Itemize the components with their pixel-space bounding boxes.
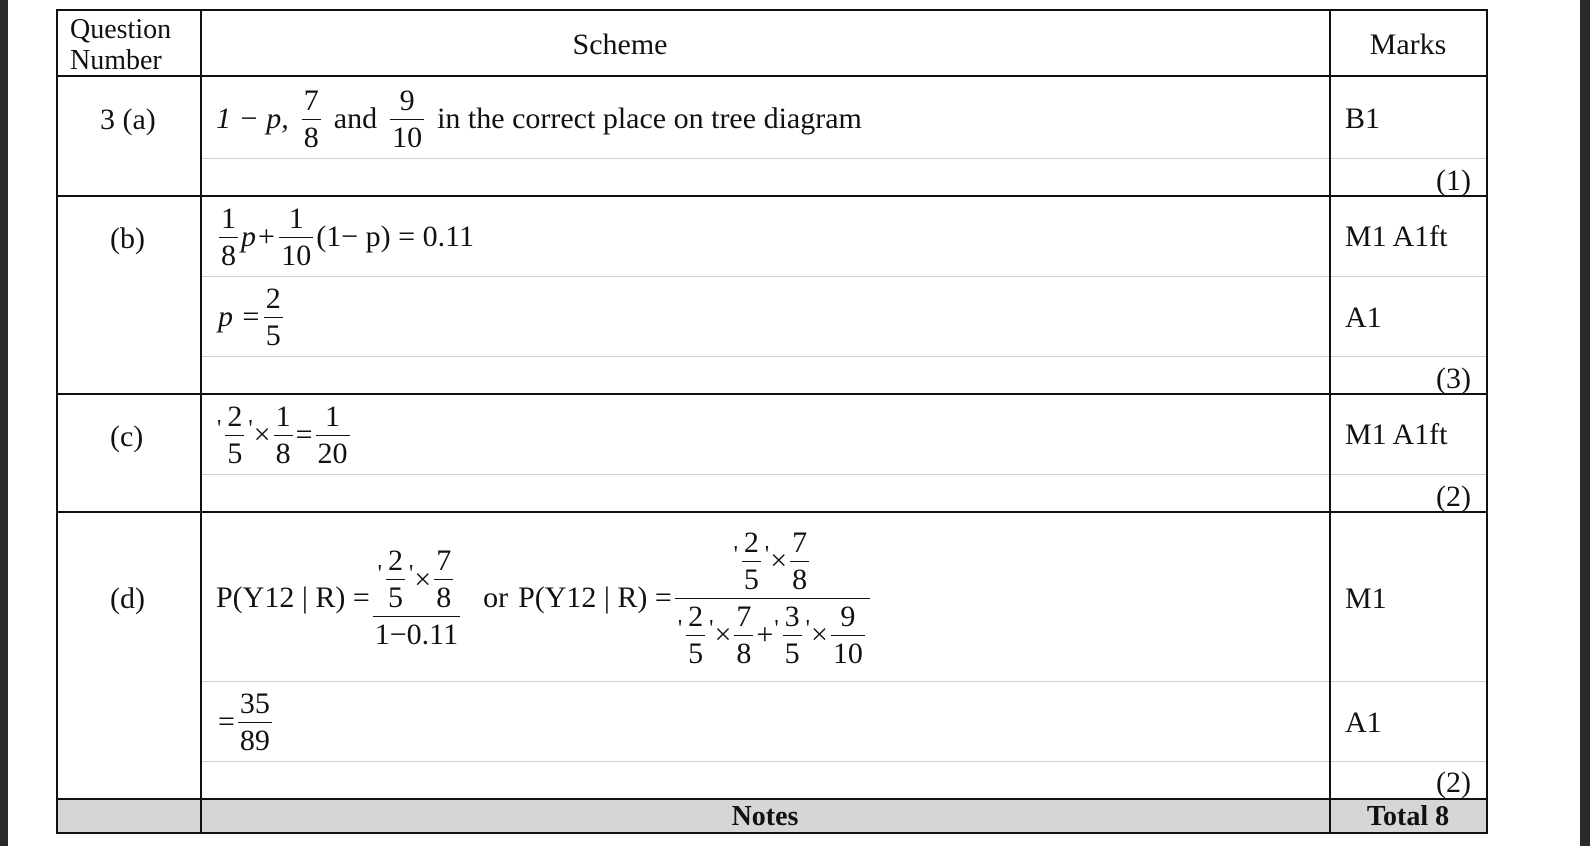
row-d-conditional-probability bbox=[216, 518, 873, 678]
row-a-label: 3 (a) bbox=[100, 103, 156, 136]
row-c-label: (c) bbox=[110, 420, 144, 453]
row-d-or: or bbox=[483, 581, 509, 614]
row-a-fraction-2: $\frac{9}{10}$ bbox=[392, 83, 423, 154]
row-c-total: (2) bbox=[1436, 480, 1471, 513]
row-d-expr-2: P(Y12 | R) = bbox=[518, 581, 672, 614]
row-c-mark: M1 A1ft bbox=[1345, 418, 1448, 451]
row-b-fraction-2: $\frac{1}{10}$ bbox=[281, 201, 312, 272]
row-a-scheme bbox=[216, 84, 862, 154]
row-d-expr-1: P(Y12 | R) = bbox=[216, 581, 370, 614]
row-b-label: (b) bbox=[110, 222, 145, 255]
footer-total: Total 8 bbox=[1366, 801, 1450, 832]
row-b-equation: $\frac{1}{8}$ p+ $\frac{1}{10}$ (1− p) = 0.11 bbox=[221, 201, 474, 272]
row-a-mark: B1 bbox=[1345, 102, 1381, 135]
row-b-total: (3) bbox=[1436, 362, 1471, 395]
row-b-mark-2: A1 bbox=[1345, 301, 1382, 334]
row-d-total: (2) bbox=[1436, 766, 1471, 799]
row-d-big-fraction-1: ' $\frac{2}{5}$ ' × $\frac{7}{8}$ 1−0.11 bbox=[374, 544, 459, 651]
row-c-fraction-3: $\frac{1}{20}$ bbox=[317, 399, 348, 470]
row-a-and: and bbox=[333, 102, 378, 135]
row-c-fraction-1: $\frac{2}{5}$ bbox=[227, 399, 243, 470]
header-question-number: Question Number bbox=[70, 14, 172, 77]
row-b-result: p = $\frac{2}{5}$ bbox=[218, 281, 281, 352]
window-edge-left bbox=[0, 0, 8, 846]
footer-notes: Notes bbox=[731, 801, 799, 832]
row-b-result-fraction: $\frac{2}{5}$ bbox=[265, 281, 281, 352]
row-d-big-fraction-2: ' $\frac{2}{5}$ ' × $\frac{7}{8}$ ' $\frac{2}{5}$ ' × $\frac{7}{8}$ + ' $\frac{3}{5}$ ' × $\frac{9}{10}$ bbox=[675, 528, 870, 669]
row-b-fraction-1: $\frac{1}{8}$ bbox=[221, 201, 236, 272]
row-c-expression: ' $\frac{2}{5}$ ' × $\frac{1}{8}$ = $\frac{1}{20}$ bbox=[217, 399, 348, 470]
row-d-result: = $\frac{35}{89}$ bbox=[218, 686, 270, 757]
row-d-result-fraction: $\frac{35}{89}$ bbox=[239, 686, 270, 757]
row-a-fraction-1: $\frac{7}{8}$ bbox=[303, 83, 319, 154]
row-a-total: (1) bbox=[1436, 164, 1471, 197]
header-scheme: Scheme bbox=[572, 28, 668, 61]
header-marks: Marks bbox=[1369, 28, 1447, 61]
row-a-expr-p: 1 − p, bbox=[216, 102, 289, 135]
row-a-description: in the correct place on tree diagram bbox=[437, 102, 862, 135]
row-c-fraction-2: $\frac{1}{8}$ bbox=[275, 399, 291, 470]
row-d-mark-2: A1 bbox=[1345, 706, 1382, 739]
row-d-label: (d) bbox=[110, 582, 145, 615]
row-b-mark-1: M1 A1ft bbox=[1345, 220, 1448, 253]
window-edge-right bbox=[1580, 0, 1590, 846]
row-d-mark-1: M1 bbox=[1345, 582, 1387, 615]
